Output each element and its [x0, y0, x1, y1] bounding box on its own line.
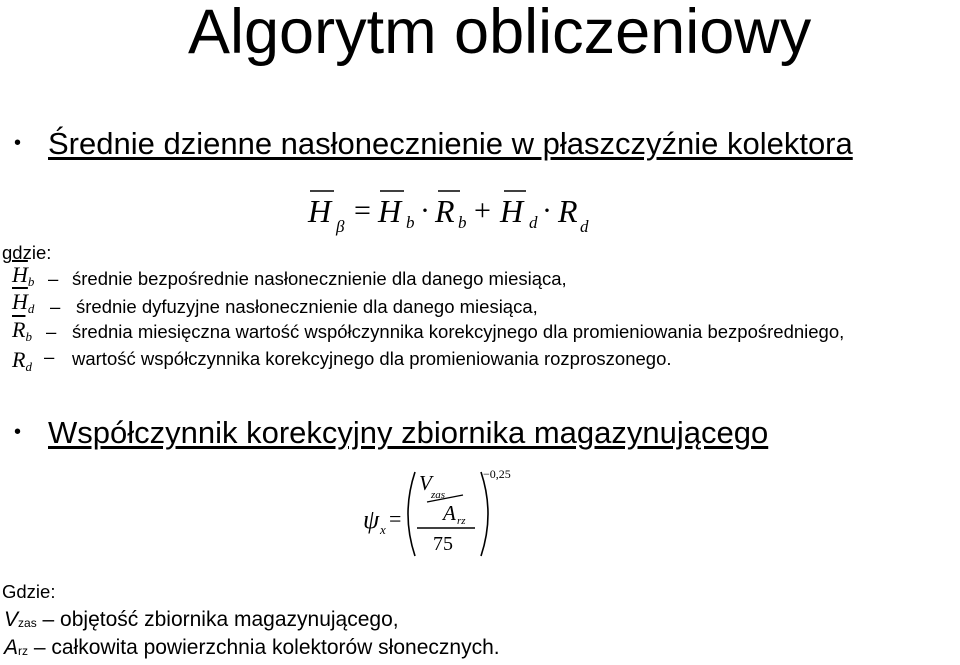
svg-text:d: d: [529, 213, 538, 232]
svg-text:x: x: [380, 522, 386, 537]
symbol-rb: $\overline{R}_b$: [12, 317, 32, 344]
symbol-hd: $\overline{H}_d$: [12, 289, 35, 316]
formula-rb: R: [435, 193, 455, 229]
dash: –: [50, 296, 61, 317]
formula-equals: =: [354, 194, 371, 227]
svg-text:b: b: [458, 213, 467, 232]
formula-plus: +: [474, 194, 491, 227]
definition-hd: średnie dyfuzyjne nasłonecznienie dla danego miesiąca,: [76, 296, 538, 317]
formula-hd: H: [500, 193, 524, 229]
exponent: −0,25: [483, 467, 511, 481]
svg-text:zas: zas: [431, 489, 446, 501]
formula-rd: R: [558, 193, 578, 229]
right-paren: [481, 472, 488, 556]
slide-title: Algorytm obliczeniowy: [188, 0, 812, 67]
formula-psi: [355, 466, 525, 560]
formula-psi-symbol: ψ: [363, 505, 380, 534]
formula-h-beta: [300, 178, 600, 238]
left-paren: [408, 472, 415, 556]
definition-vzas: $V_{zas}$ – objętość zbiornika magazynującego,: [4, 608, 399, 631]
svg-text:b: b: [406, 213, 415, 232]
formula-h: H: [308, 193, 332, 229]
formula-equals: =: [389, 506, 402, 531]
section2-heading: Współczynnik korekcyjny zbiornika magazynującego: [48, 415, 769, 450]
section1-heading: Średnie dzienne nasłonecznienie w płaszczyźnie kolektora: [48, 126, 853, 161]
definition-rb: średnia miesięczna wartość współczynnika korekcyjnego dla promieniowania bezpośredniego,: [72, 321, 845, 342]
gdzie-label-2: Gdzie:: [2, 581, 56, 602]
svg-text:A: A: [443, 501, 456, 525]
dash: –: [48, 268, 59, 289]
gdzie-label: gdzie:: [2, 242, 52, 263]
svg-text:75: 75: [433, 533, 453, 555]
svg-text:rz: rz: [457, 515, 466, 527]
bullet-dot: •: [14, 421, 22, 443]
dash: –: [44, 346, 55, 367]
definition-rd: wartość współczynnika korekcyjnego dla promieniowania rozproszonego.: [72, 348, 672, 369]
bullet-dot: •: [14, 132, 22, 154]
definition-hb: średnie bezpośrednie nasłonecznienie dla danego miesiąca,: [72, 268, 567, 289]
dash: –: [46, 321, 57, 342]
svg-text:d: d: [580, 217, 589, 236]
symbol-rd: $R_d$: [12, 347, 32, 374]
formula-beta-sub: β: [336, 217, 345, 236]
definition-arz: $A_{rz}$ – całkowita powierzchnia kolektorów słonecznych.: [4, 636, 500, 659]
symbol-hb: $\overline{H}_b$: [12, 262, 35, 289]
formula-dot2: ·: [542, 194, 552, 227]
formula-hb: H: [378, 193, 402, 229]
svg-text:V: V: [419, 471, 432, 495]
formula-dot1: ·: [420, 194, 430, 227]
